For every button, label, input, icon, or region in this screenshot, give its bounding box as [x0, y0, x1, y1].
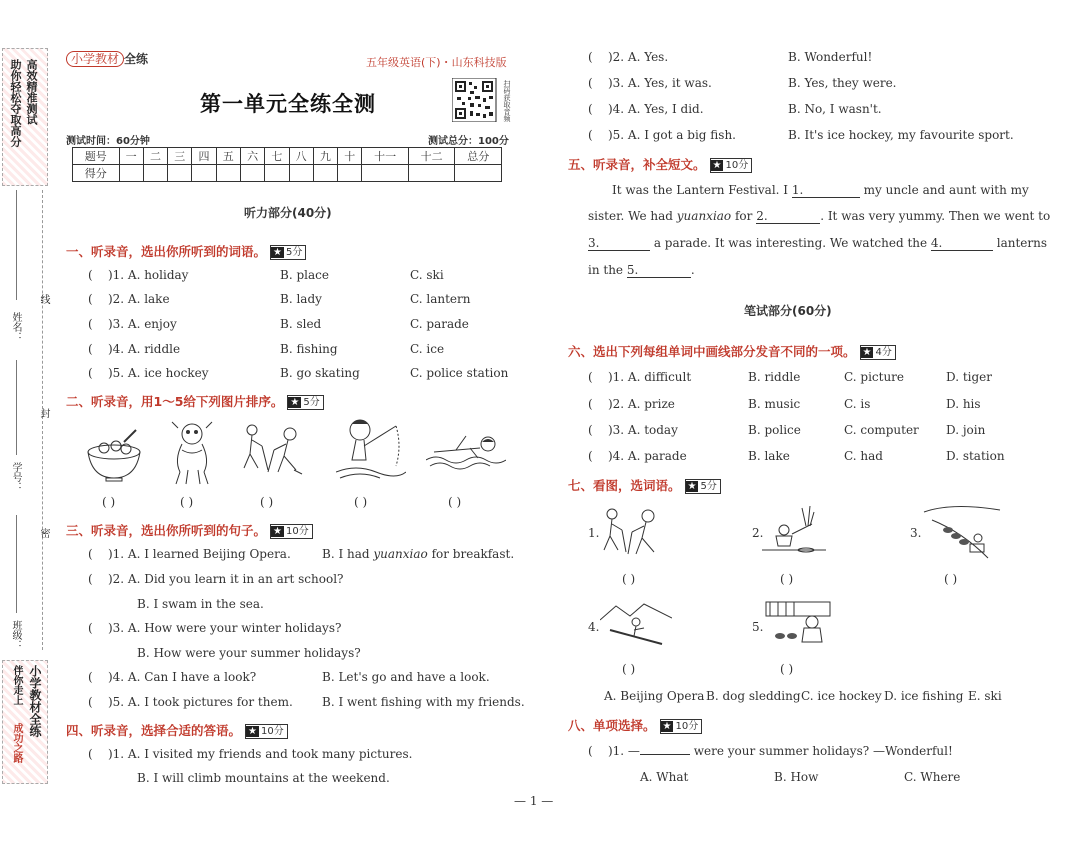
- cut-mark-secret: 密: [38, 528, 49, 538]
- s7-dog-sledding-picture: [922, 502, 1002, 564]
- score-cell: 十一: [362, 148, 409, 165]
- s6-q1: ( )1. A. difficult: [588, 370, 692, 384]
- s8-q1-pre: )1. —: [607, 744, 640, 758]
- fishing-boy-picture: [336, 416, 406, 486]
- blank-number: 3.: [588, 236, 600, 250]
- score-cell: 十: [338, 148, 362, 165]
- s7-answer-slot-2[interactable]: ( ): [780, 572, 794, 586]
- star-icon: ★: [862, 347, 872, 358]
- s1-q5-a: )5. A. ice hockey: [107, 366, 209, 380]
- s3-q2-a: ( )2. A. Did you learn it in an art school?: [88, 572, 344, 586]
- s7-ice-hockey-picture: [600, 504, 672, 564]
- score-cell: 得分: [73, 165, 120, 182]
- star-icon: ★: [712, 160, 722, 171]
- s1-q4-b: B. fishing: [280, 342, 338, 356]
- s2-answer-slot-1[interactable]: ( ): [102, 495, 116, 509]
- s3-q2-b: B. I swam in the sea.: [137, 597, 264, 611]
- s4-q4-a: ( )4. A. Yes, I did.: [588, 102, 704, 116]
- s4-q1-b: B. I will climb mountains at the weekend.: [137, 771, 390, 785]
- section8-title: [568, 716, 702, 734]
- score-badge: [710, 158, 753, 173]
- s6-q1-b: B. riddle: [748, 370, 801, 384]
- section4-title: [66, 721, 288, 739]
- class-label: 班级：: [10, 620, 21, 650]
- s3-q1-b-italic: yuanxiao: [373, 547, 428, 561]
- s6-q4-d: D. station: [946, 449, 1005, 463]
- brand-box: [2, 660, 48, 784]
- s4-q1-a: ( )1. A. I visited my friends and took many pictures.: [88, 747, 413, 761]
- s4-q5-a-text: )5. A. I got a big fish.: [607, 128, 736, 142]
- s1-q1-c: C. ski: [410, 268, 444, 282]
- blank-input[interactable]: [756, 209, 820, 224]
- s6-q2-c: C. is: [844, 397, 871, 411]
- section8-title-text: 八、单项选择。: [568, 718, 656, 733]
- badge-score: 10分: [725, 160, 749, 171]
- s6-q3-b: B. police: [748, 423, 801, 437]
- score-entry[interactable]: [216, 165, 240, 182]
- score-entry[interactable]: [338, 165, 362, 182]
- score-entry[interactable]: [362, 165, 409, 182]
- section1-title: [66, 242, 306, 260]
- badge-score: 4分: [875, 347, 892, 358]
- swimming-picture: [426, 430, 506, 474]
- s1-q1-b: B. place: [280, 268, 329, 282]
- s1-q1: ( )1. A. holiday: [88, 268, 189, 282]
- s4-q5-a: ( )5. A. I got a big fish.: [588, 128, 736, 142]
- s3-q2-a-text: )2. A. Did you learn it in an art school?: [107, 572, 344, 586]
- s6-q3-d: D. join: [946, 423, 986, 437]
- s6-q2-b: B. music: [748, 397, 801, 411]
- class-underline: [16, 515, 17, 613]
- s2-answer-slot-2[interactable]: ( ): [180, 495, 194, 509]
- score-table-header-row: [73, 148, 502, 165]
- cut-mark-seal: 封: [38, 408, 49, 418]
- s1-q2-a: )2. A. lake: [107, 292, 170, 306]
- s3-q4-a: ( )4. A. Can I have a look?: [88, 670, 257, 684]
- s3-q3-a: ( )3. A. How were your winter holidays?: [88, 621, 342, 635]
- section5-title-text: 五、听录音，补全短文。: [568, 157, 706, 172]
- writing-heading: 笔试部分(60分): [744, 304, 832, 318]
- ice-hockey-picture: [238, 420, 314, 484]
- star-icon: ★: [248, 726, 257, 737]
- s4-q5-b: B. It's ice hockey, my favourite sport.: [788, 128, 1014, 142]
- score-cell: 九: [313, 148, 337, 165]
- s7-option-d: D. ice fishing: [884, 689, 964, 703]
- score-cell: 总分: [455, 148, 502, 165]
- s8-q1: ( )1. — were your summer holidays? —Wonderful!: [588, 744, 953, 758]
- badge-score: 5分: [303, 397, 320, 408]
- cut-line: [42, 190, 43, 650]
- qr-caption: 扫码获取音频: [503, 80, 511, 122]
- score-table-score-row: [73, 165, 502, 182]
- s5-text: my uncle and aunt with my: [859, 183, 1029, 197]
- s5-line3: [588, 236, 1047, 251]
- s3-q5-a-text: )5. A. I took pictures for them.: [107, 695, 293, 709]
- blank-input[interactable]: [792, 183, 860, 198]
- s1-q3-c: C. parade: [410, 317, 469, 331]
- s3-q1-b-pre: B. I had: [322, 547, 374, 561]
- s6-q2-d: D. his: [946, 397, 981, 411]
- s5-text: .: [690, 263, 695, 277]
- s1-q3-a: )3. A. enjoy: [107, 317, 177, 331]
- test-total: 测试总分：100分: [428, 136, 509, 147]
- s6-q1-a: )1. A. difficult: [607, 370, 692, 384]
- s3-q4-b: B. Let's go and have a look.: [322, 670, 490, 684]
- s2-answer-slot-4[interactable]: ( ): [354, 495, 368, 509]
- section2-title-text: 二、听录音，用1～5给下列图片排序。: [66, 394, 284, 409]
- s5-line4: [588, 263, 695, 278]
- blank-number: 2.: [756, 209, 768, 223]
- yuanxiao-bowl-picture: [84, 428, 148, 488]
- blank-number: 1.: [791, 183, 804, 197]
- score-cell: 题号: [73, 148, 120, 165]
- s4-q2-b: B. Wonderful!: [788, 50, 873, 64]
- section3-title: [66, 521, 313, 539]
- s3-q3-a-text: )3. A. How were your winter holidays?: [107, 621, 342, 635]
- s1-q3-b: B. sled: [280, 317, 322, 331]
- badge-score: 5分: [700, 481, 717, 492]
- score-cell: 十二: [408, 148, 455, 165]
- s6-q4-b: B. lake: [748, 449, 790, 463]
- s7-answer-slot-4[interactable]: ( ): [622, 662, 636, 676]
- s6-q4-a: )4. A. parade: [607, 449, 687, 463]
- brand-vertical: 小学教材全练: [28, 665, 42, 737]
- s5-line1: [612, 183, 1029, 198]
- s3-q1-b-post: for breakfast.: [427, 547, 515, 561]
- s5-text: in the: [588, 263, 627, 277]
- star-icon: ★: [662, 721, 672, 732]
- s7-option-b: B. dog sledding: [706, 689, 801, 703]
- s4-q2-a: ( )2. A. Yes.: [588, 50, 669, 64]
- score-badge: [860, 345, 896, 360]
- blank-number: 5.: [626, 263, 639, 277]
- s6-q3: ( )3. A. today: [588, 423, 678, 437]
- s1-q4-c: C. ice: [410, 342, 445, 356]
- score-entry[interactable]: [168, 165, 192, 182]
- s4-q4-a-text: )4. A. Yes, I did.: [607, 102, 704, 116]
- s4-q2-a-text: )2. A. Yes.: [607, 50, 669, 64]
- s3-q1-a: ( )1. A. I learned Beijing Opera.: [88, 547, 291, 561]
- s8-option-a: A. What: [640, 770, 689, 784]
- s5-text: . It was very yummy. Then we went to: [820, 209, 1051, 223]
- s7-beijing-opera-picture: [764, 600, 832, 648]
- section7-title: [568, 476, 721, 494]
- blank-input[interactable]: [627, 263, 691, 278]
- score-badge: [660, 719, 703, 734]
- badge-score: 10分: [675, 721, 699, 732]
- score-cell: 五: [216, 148, 240, 165]
- badge-score: 10分: [260, 726, 284, 737]
- section6-title-text: 六、选出下列每组单词中画线部分发音不同的一项。: [568, 344, 856, 359]
- s6-q2: ( )2. A. prize: [588, 397, 675, 411]
- brand-circle: 小学教材: [66, 51, 124, 67]
- s3-q4-a-text: )4. A. Can I have a look?: [107, 670, 257, 684]
- score-cell: 六: [240, 148, 264, 165]
- score-cell: 七: [265, 148, 289, 165]
- badge-score: 10分: [285, 526, 309, 537]
- score-cell: 八: [289, 148, 313, 165]
- s1-q2-b: B. lady: [280, 292, 322, 306]
- s7-pic2-number: 2.: [752, 526, 764, 540]
- s3-q5-b: B. I went fishing with my friends.: [322, 695, 525, 709]
- s5-italic: yuanxiao: [676, 209, 732, 223]
- qr-code-icon[interactable]: [452, 78, 500, 122]
- s7-ski-picture: [600, 600, 672, 654]
- score-badge: [270, 245, 306, 260]
- score-cell: 四: [192, 148, 216, 165]
- s7-answer-slot-3[interactable]: ( ): [944, 572, 958, 586]
- score-badge: [685, 479, 721, 494]
- s8-q1-post: were your summer holidays? —Wonderful!: [689, 744, 953, 758]
- s2-answer-slot-5[interactable]: ( ): [448, 495, 462, 509]
- score-cell: 一: [119, 148, 143, 165]
- section5-title: [568, 155, 752, 173]
- blank-number: 4.: [930, 236, 943, 250]
- s6-q1-c: C. picture: [844, 370, 905, 384]
- score-table: [72, 147, 502, 182]
- binding-strip: [0, 0, 48, 841]
- score-entry[interactable]: [143, 165, 167, 182]
- s1-q1-a: )1. A. holiday: [107, 268, 189, 282]
- section6-title: [568, 342, 896, 360]
- lion-dance-picture: [164, 420, 220, 490]
- section1-title-text: 一、听录音，选出你所听到的词语。: [66, 244, 267, 259]
- blank-input[interactable]: [640, 754, 690, 755]
- s6-q1-d: D. tiger: [946, 370, 993, 384]
- s8-option-b: B. How: [774, 770, 819, 784]
- section4-title-text: 四、听录音，选择合适的答语。: [66, 723, 242, 738]
- score-cell: 三: [168, 148, 192, 165]
- s3-q5-a: ( )5. A. I took pictures for them.: [88, 695, 293, 709]
- score-entry[interactable]: [289, 165, 313, 182]
- s1-q5-c: C. police station: [410, 366, 509, 380]
- score-entry[interactable]: [313, 165, 337, 182]
- s1-q4-a: )4. A. riddle: [107, 342, 181, 356]
- s6-q4: ( )4. A. parade: [588, 449, 687, 463]
- student-id-label: 学号：: [10, 462, 21, 492]
- brand-sub2: 成功之路: [11, 723, 22, 763]
- s1-q5-b: B. go skating: [280, 366, 360, 380]
- edition-label: 五年级英语(下)・山东科技版: [366, 56, 507, 69]
- score-badge: [270, 524, 313, 539]
- s7-pic4-number: 4.: [588, 620, 600, 634]
- s6-q4-c: C. had: [844, 449, 883, 463]
- score-entry[interactable]: [192, 165, 216, 182]
- section7-title-text: 七、看图，选词语。: [568, 478, 681, 493]
- page-title: 第一单元全练全测: [200, 92, 376, 116]
- brand-sub1: 伴你走上: [11, 665, 22, 705]
- star-icon: ★: [273, 247, 282, 258]
- s6-q3-a: )3. A. today: [607, 423, 678, 437]
- s5-text: for: [731, 209, 757, 223]
- star-icon: ★: [273, 526, 282, 537]
- listening-heading: 听力部分(40分): [244, 206, 332, 220]
- student-id-underline: [16, 360, 17, 455]
- score-entry[interactable]: [240, 165, 264, 182]
- s7-option-a: A. Beijing Opera: [604, 689, 705, 703]
- s6-q2-a: )2. A. prize: [607, 397, 675, 411]
- s7-option-e: E. ski: [968, 689, 1002, 703]
- s1-q5: ( )5. A. ice hockey: [88, 366, 209, 380]
- page-number: — 1 —: [514, 794, 554, 808]
- name-label: 姓名：: [10, 312, 21, 342]
- s4-q3-a: ( )3. A. Yes, it was.: [588, 76, 712, 90]
- s4-q1-a-text: )1. A. I visited my friends and took many pictures.: [107, 747, 413, 761]
- s4-q3-b: B. Yes, they were.: [788, 76, 897, 90]
- s7-pic3-number: 3.: [910, 526, 922, 540]
- brand-suffix: 全练: [124, 52, 149, 66]
- cut-mark-line: 线: [38, 294, 49, 304]
- slogan-box: [2, 48, 48, 186]
- s3-q3-b: B. How were your summer holidays?: [137, 646, 361, 660]
- s6-q3-c: C. computer: [844, 423, 919, 437]
- s3-q1-b: [322, 547, 514, 561]
- s5-text: a parade. It was interesting. We watched the: [650, 236, 931, 250]
- s1-q3: ( )3. A. enjoy: [88, 317, 177, 331]
- s5-line2: [588, 209, 1050, 224]
- score-entry[interactable]: [119, 165, 143, 182]
- score-badge: [287, 395, 323, 410]
- brand-logo: [66, 50, 148, 67]
- slogan-line1: 高效精准测试: [25, 59, 38, 125]
- s5-text: sister. We had: [588, 209, 677, 223]
- s5-text: lanterns: [992, 236, 1048, 250]
- score-cell: 二: [143, 148, 167, 165]
- s3-q1-a-text: )1. A. I learned Beijing Opera.: [107, 547, 291, 561]
- blank-input[interactable]: [931, 236, 993, 251]
- s1-q2-c: C. lantern: [410, 292, 471, 306]
- score-entry[interactable]: [265, 165, 289, 182]
- s2-answer-slot-3[interactable]: ( ): [260, 495, 274, 509]
- star-icon: ★: [687, 481, 697, 492]
- s1-q4: ( )4. A. riddle: [88, 342, 181, 356]
- s7-option-c: C. ice hockey: [801, 689, 882, 703]
- section2-title: [66, 392, 324, 410]
- s7-answer-slot-5[interactable]: ( ): [780, 662, 794, 676]
- test-time: 测试时间：60分钟: [66, 136, 150, 147]
- section3-title-text: 三、听录音，选出你所听到的句子。: [66, 523, 267, 538]
- blank-input[interactable]: [588, 236, 650, 251]
- s5-text: It was the Lantern Festival. I: [612, 183, 792, 197]
- badge-score: 5分: [285, 247, 303, 258]
- slogan-line2: 助你轻松夺取高分: [9, 59, 22, 147]
- score-badge: [245, 724, 288, 739]
- name-underline: [16, 190, 17, 300]
- s4-q3-a-text: )3. A. Yes, it was.: [607, 76, 712, 90]
- star-icon: ★: [290, 397, 300, 408]
- s7-answer-slot-1[interactable]: ( ): [622, 572, 636, 586]
- s4-q4-b: B. No, I wasn't.: [788, 102, 882, 116]
- s8-option-c: C. Where: [904, 770, 961, 784]
- s7-pic1-number: 1.: [588, 526, 600, 540]
- s7-ice-fishing-picture: [762, 506, 826, 560]
- s1-q2: ( )2. A. lake: [88, 292, 170, 306]
- score-entry[interactable]: [455, 165, 502, 182]
- s7-pic5-number: 5.: [752, 620, 764, 634]
- score-entry[interactable]: [408, 165, 455, 182]
